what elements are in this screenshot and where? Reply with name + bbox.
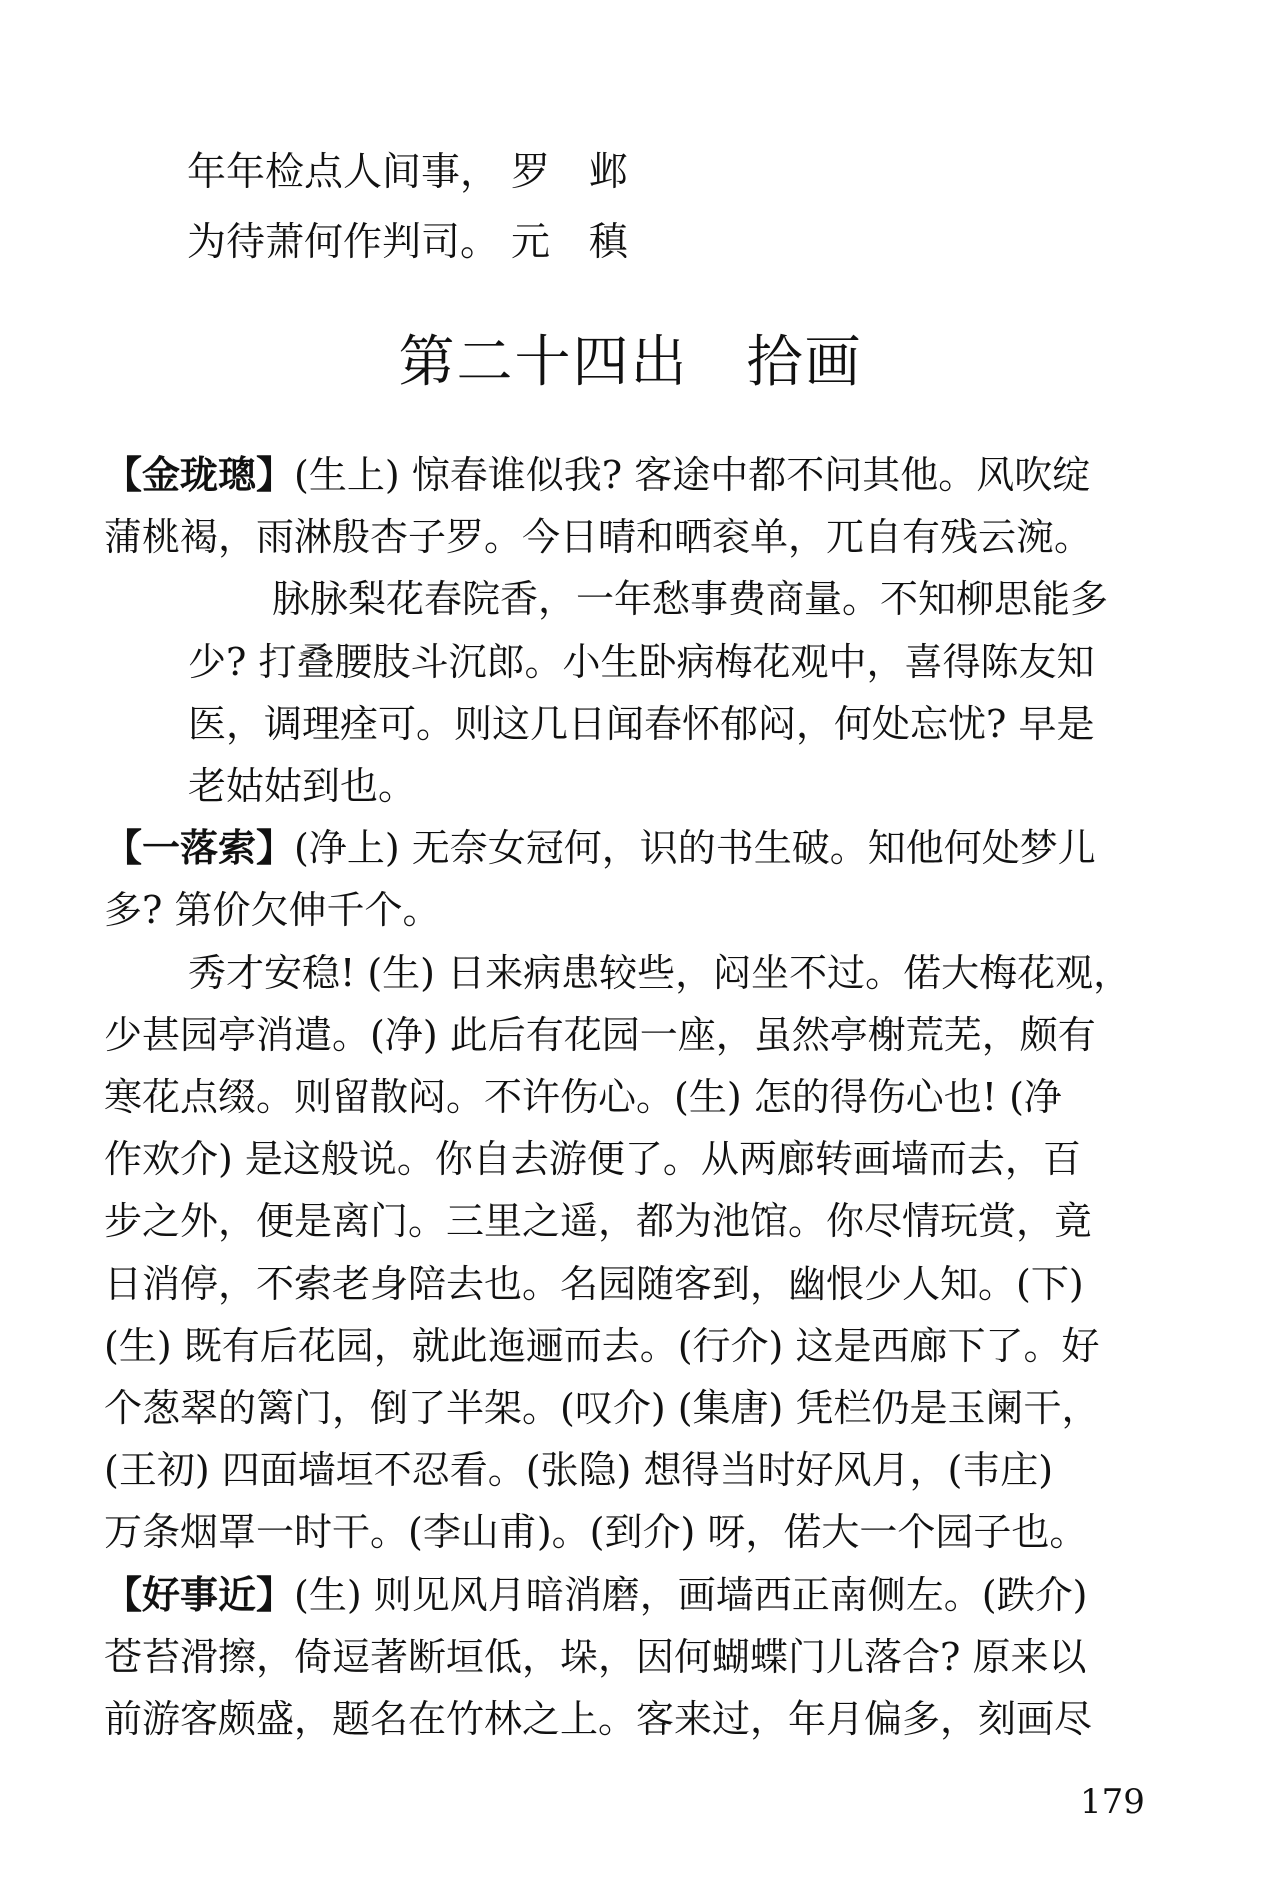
- poem-text: 为待萧何作判司。: [187, 220, 500, 265]
- text-line: [104, 506, 1179, 568]
- text-line: [104, 1377, 1179, 1439]
- line-text: (生) 既有后花园，就此迤逦而去。(行介) 这是西廊下了。好: [104, 1323, 1100, 1368]
- poem-line: [187, 138, 628, 208]
- line-text: 秀才安稳! (生) 日来病患较些，闷坐不过。偌大梅花观，: [188, 950, 1132, 995]
- text-line: [104, 755, 1179, 817]
- poem-author: 罗 邺: [511, 150, 629, 195]
- line-text: 前游客颇盛，题名在竹林之上。客来过，年月偏多，刻画尽: [104, 1697, 1093, 1742]
- text-line: [104, 1004, 1179, 1066]
- line-text: (生) 则见风月暗消磨，画墙西正南侧左。(跌介): [294, 1572, 1088, 1617]
- line-text: 苍苔滑擦，倚逗著断垣低，垛，因何蝴蝶门儿落合? 原来以: [104, 1634, 1087, 1679]
- line-text: 万条烟罩一时干。(李山甫)。(到介) 呀，偌大一个园子也。: [104, 1510, 1088, 1555]
- text-line: [104, 444, 1179, 506]
- text-line: [104, 568, 1179, 630]
- text-line: [104, 879, 1179, 941]
- line-text: 蒲桃褐，雨淋殷杏子罗。今日晴和晒衮单，兀自有残云涴。: [104, 515, 1093, 560]
- chapter-body: [104, 444, 1179, 1750]
- line-text: (王初) 四面墙垣不忍看。(张隐) 想得当时好风月，(韦庄): [104, 1448, 1054, 1493]
- text-line: [104, 1315, 1179, 1377]
- line-text: 步之外，便是离门。三里之遥，都为池馆。你尽情玩赏，竟: [104, 1199, 1093, 1244]
- line-text: 少甚园亭消遣。(净) 此后有花园一座，虽然亭榭荒芜，颇有: [104, 1012, 1096, 1057]
- text-line: [104, 631, 1179, 693]
- tune-name: 【好事近】: [104, 1572, 295, 1617]
- line-text: 日消停，不索老身陪去也。名园随客到，幽恨少人知。(下): [104, 1261, 1084, 1306]
- poem-text: 年年检点人间事，: [187, 150, 500, 195]
- poem-line: [187, 208, 628, 278]
- text-line: [104, 1688, 1179, 1750]
- text-line: [104, 1066, 1179, 1128]
- text-line: [104, 1128, 1179, 1190]
- line-text: 寒花点缀。则留散闷。不许伤心。(生) 怎的得伤心也! (净: [104, 1075, 1062, 1120]
- line-text: 多? 第价欠伸千个。: [104, 888, 441, 933]
- line-text: 作欢介) 是这般说。你自去游便了。从两廊转画墙而去，百: [104, 1137, 1081, 1182]
- line-text: 脉脉梨花春院香，一年愁事费商量。不知柳思能多: [272, 577, 1109, 622]
- text-line: [104, 1253, 1179, 1315]
- line-text: 老姑姑到也。: [188, 764, 417, 809]
- line-text: 医，调理痊可。则这几日闻春怀郁闷，何处忘忧? 早是: [188, 701, 1095, 746]
- text-line: [104, 1501, 1179, 1563]
- page-number: 179: [1080, 1782, 1145, 1822]
- closing-poem: [187, 138, 628, 278]
- tune-name: 【金珑璁】: [104, 453, 295, 497]
- text-line: [104, 1564, 1179, 1626]
- text-line: [104, 942, 1179, 1004]
- tune-name: 【一落索】: [104, 826, 295, 871]
- line-text: 个葱翠的篱门，倒了半架。(叹介) (集唐) 凭栏仍是玉阑干，: [104, 1386, 1100, 1431]
- text-line: [104, 1626, 1179, 1688]
- text-line: [104, 1190, 1179, 1252]
- poem-author: 元 稹: [511, 220, 629, 265]
- text-line: [104, 693, 1179, 755]
- line-text: (生上) 惊春谁似我? 客途中都不问其他。风吹绽: [294, 453, 1091, 497]
- text-line: [104, 817, 1179, 879]
- chapter-title: 第二十四出 拾画: [398, 330, 863, 395]
- line-text: (净上) 无奈女冠何，识的书生破。知他何处梦儿: [294, 826, 1096, 871]
- line-text: 少? 打叠腰肢斗沉郎。小生卧病梅花观中，喜得陈友知: [188, 639, 1095, 684]
- text-line: [104, 1439, 1179, 1501]
